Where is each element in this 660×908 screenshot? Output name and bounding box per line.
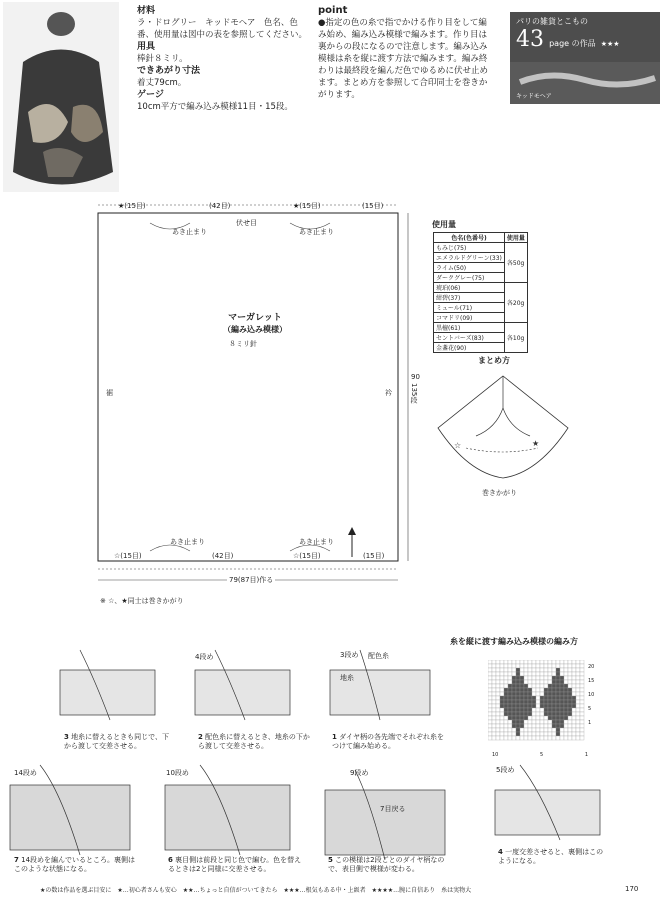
yarn-amount: 各20g [504,283,527,323]
assembly-title: まとめ方 [478,356,510,365]
yarn-name: ライム(50) [434,263,505,273]
step-row-label: 3段め [340,651,359,659]
footer-legend: ★の数は作品を選ぶ目安に ★…初心者さんも安心 ★★…ちょっと自信がついてきたら ★★★…根気もある中・上級者 ★★★★…腕に自信あり 糸は実物大 [40,887,472,894]
label-haishoku: 配色糸 [368,652,389,660]
product-photo [3,2,119,192]
label-jiito: 地糸 [340,674,354,682]
assembly-label: 巻きかがり [482,489,517,497]
chart-tick: 1 [588,720,592,726]
table-row [434,233,528,243]
width-label: 79(87目)作る [229,576,274,584]
step-caption: 1 ダイヤ柄の各先端でそれぞれ糸をつけて編み始める。 [332,733,444,750]
step-caption: 4 一度交差させると、裏側はこのようになる。 [498,848,604,865]
chart-tick: 5 [588,706,592,712]
diagram-note: ※ ☆、★同士は巻きかがり [100,597,184,605]
point-block [318,5,490,101]
tools-text: 棒針８ミリ。 [137,54,188,64]
chart-tick: 10 [588,692,595,698]
svg-text:★: ★ [532,439,540,448]
step-caption: 2 配色糸に替えるとき、地糸の下から渡して交差させる。 [198,733,310,750]
step-caption: 5 この模様は2段ごとのダイヤ柄なので、表目側で模様が変わる。 [328,856,445,873]
open-top-left: あき止まり [172,228,207,236]
bottom-label-3: ☆(15目) [293,552,321,560]
table-header: 使用量 [504,233,527,243]
table-header: 色名(色番号) [434,233,505,243]
assembly-diagram [428,368,578,498]
chart-tick: 1 [584,752,588,758]
yarn-name: 黒檀(61) [434,323,505,333]
step-illustrations [0,640,660,880]
needle-label: ８ミリ針 [229,340,257,348]
svg-text:☆: ☆ [454,441,462,450]
yarn-name: ミュール(71) [434,303,505,313]
yarn-name: もみじ(75) [434,243,505,253]
step-caption: 3 地糸に替えるときも同じで、下から渡して交差させる。 [64,733,169,750]
bottom-label-4: (15目) [363,552,385,560]
chart-tick: 10 [492,752,499,758]
diagram-title: マーガレット [228,313,282,323]
yarn-table [433,232,528,353]
series-title: パリの雑貨とこもの [516,17,588,26]
bottom-label-1: ☆(15目) [114,552,142,560]
tools-title: 用具 [137,42,156,52]
yarn-name: コマドリ(09) [434,313,505,323]
chart-tick: 15 [588,678,595,684]
page-footer-number: 170 [625,885,639,893]
yarn-name: 紺碧(37) [434,293,505,303]
bottom-label-2: (42目) [212,552,234,560]
yarn-name: 琥珀(06) [434,283,505,293]
yarn-amount: 各50g [504,243,527,283]
step-caption: 6 裏目側は前段と同じ色で編む。色を替えるときは2と同様に交差させる。 [168,856,302,873]
yarn-table-title: 使用量 [432,220,456,229]
diagram-subtitle: （編み込み模様） [223,325,287,334]
step-caption: 7 14段めを編んでいるところ。裏側はこのような状態になる。 [14,856,136,873]
table-row [434,243,528,253]
step-row-label: 10段め [166,769,189,777]
step-row-label: 5段め [496,766,515,774]
yarn-name: ダークグレー(75) [434,273,505,283]
open-bottom-left: あき止まり [170,538,205,546]
height-cm: 90 [411,373,420,381]
page-number: 43 [516,27,544,52]
chart-tick: 20 [588,664,595,670]
right-side-label: 衿 [385,389,392,397]
step-row-label: 4段め [195,653,214,661]
difficulty-stars: ★★★ [600,40,620,48]
yarn-name: エメラルドグリーン(33) [434,253,505,263]
top-label-3: ★(15目) [293,202,321,210]
point-text: ●指定の色の糸で指でかける作り目をして編み始め、編み込み模様で編みます。作り目は裏からの段になるので注意します。編み込み模様は糸を縦に渡す方法で編みます。編み終わりは最終段を編んだ色でゆるめに伏せ止めます。まとめ方を参照して合印同士を巻きかがります。 [318,18,489,100]
open-bottom-right: あき止まり [299,538,334,546]
top-label-4: (15目) [362,202,384,210]
table-row [434,323,528,333]
gauge-text: 10cm平方で編み込み模様11目・15段。 [137,102,293,112]
materials-text: ラ・ドログリー キッドモヘア 色名、色番、使用量は図中の表を参照してください。 [137,18,308,40]
step-row-label: 9段め [350,769,369,777]
open-top-right: あき止まり [299,228,334,236]
point-title: point [318,5,348,16]
yarn-sample-label: キッドモヘア [516,93,552,100]
yarn-amount: 各10g [504,323,527,353]
size-text: 着丈79cm。 [137,78,187,88]
step-row-label: 14段め [14,769,37,777]
yarn-sample [510,62,660,104]
series-header [510,12,660,62]
chart-tick: 5 [540,752,544,758]
bind-off-label: 伏せ目 [236,219,257,227]
gauge-title: ゲージ [137,90,164,100]
garment-illustration [3,2,119,192]
top-label-1: ★(15目) [118,202,146,210]
height-rows: 135段 [410,383,418,404]
yarn-name: 金盞花(90) [434,343,505,353]
label-me: 7目戻る [380,805,406,813]
top-label-2: (42目) [209,202,231,210]
table-row [434,283,528,293]
yarn-name: セントバーズ(83) [434,333,505,343]
page-suffix: page の作品 [549,39,596,48]
materials-block [137,5,307,113]
materials-title: 材料 [137,6,156,16]
left-side-label: 裾 [106,389,113,397]
size-title: できあがり寸法 [137,66,201,76]
technique-title: 糸を縦に渡す編み込み模様の編み方 [450,637,578,646]
